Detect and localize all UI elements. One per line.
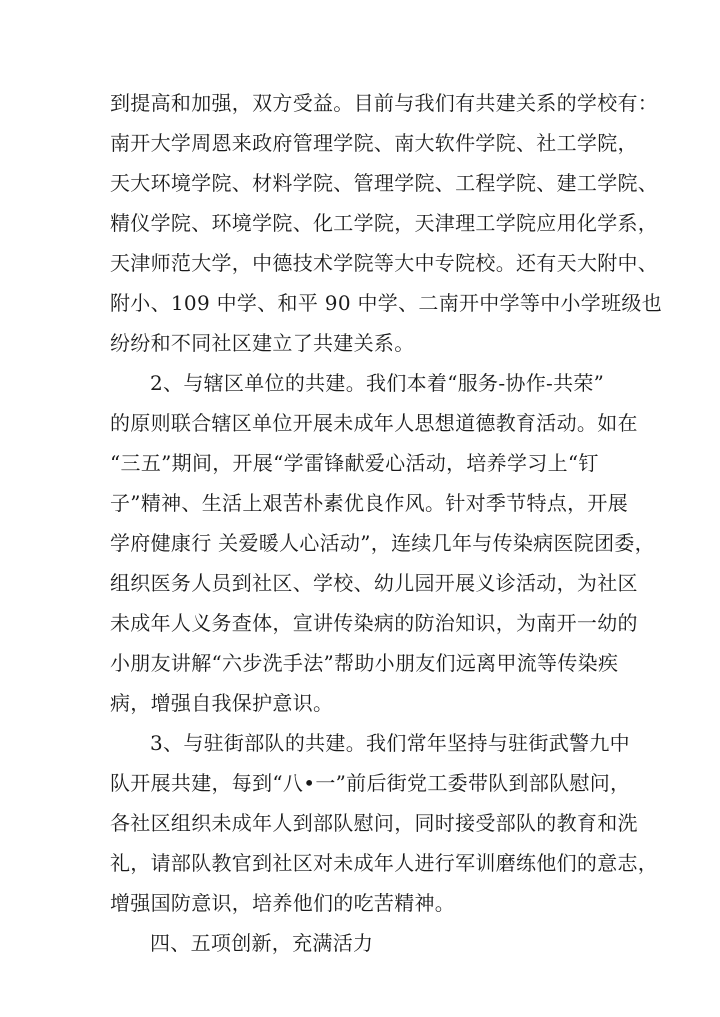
text-line: 天大环境学院、材料学院、管理学院、工程学院、建工学院、 <box>110 171 659 195</box>
text-line: 南开大学周恩来政府管理学院、南大软件学院、社工学院， <box>110 131 638 155</box>
text-line: 附小、109 中学、和平 90 中学、二南开中学等中小学班级也 <box>110 291 662 315</box>
text-line: 未成年人义务查体，宣讲传染病的防治知识，为南开一幼的 <box>110 611 638 635</box>
text-line: 的原则联合辖区单位开展未成年人思想道德教育活动。如在 <box>110 411 638 435</box>
text-line: 队开展共建，每到“八•一”前后街党工委带队到部队慰问， <box>110 771 631 795</box>
paragraph-start-line: 2、与辖区单位的共建。我们本着“服务-协作-共荣” <box>150 371 605 395</box>
text-line: 组织医务人员到社区、学校、幼儿园开展义诊活动，为社区 <box>110 571 638 595</box>
text-line: 到提高和加强，双方受益。目前与我们有共建关系的学校有： <box>110 91 659 115</box>
text-line: 病，增强自我保护意识。 <box>110 691 334 715</box>
text-line: 学府健康行 关爱暖人心活动”，连续几年与传染病医院团委， <box>110 531 655 555</box>
text-line: 增强国防意识，培养他们的吃苦精神。 <box>110 891 456 915</box>
paragraph-start-line: 3、与驻街部队的共建。我们常年坚持与驻街武警九中 <box>150 731 630 755</box>
section-heading: 四、五项创新，充满活力 <box>150 931 374 955</box>
text-line: 子”精神、生活上艰苦朴素优良作风。针对季节特点，开展 <box>110 491 629 515</box>
text-line: 天津师范大学，中德技术学院等大中专院校。还有天大附中、 <box>110 251 659 275</box>
text-line: 纷纷和不同社区建立了共建关系。 <box>110 331 415 355</box>
text-line: 精仪学院、环境学院、化工学院，天津理工学院应用化学系， <box>110 211 659 235</box>
text-line: “三五”期间，开展“学雷锋献爱心活动，培养学习上“钉 <box>110 451 599 475</box>
text-line: 各社区组织未成年人到部队慰问，同时接受部队的教育和洗 <box>110 811 638 835</box>
text-line: 礼，请部队教官到社区对未成年人进行军训磨练他们的意志， <box>110 851 659 875</box>
text-line: 小朋友讲解“六步洗手法”帮助小朋友们远离甲流等传染疾 <box>110 651 619 675</box>
